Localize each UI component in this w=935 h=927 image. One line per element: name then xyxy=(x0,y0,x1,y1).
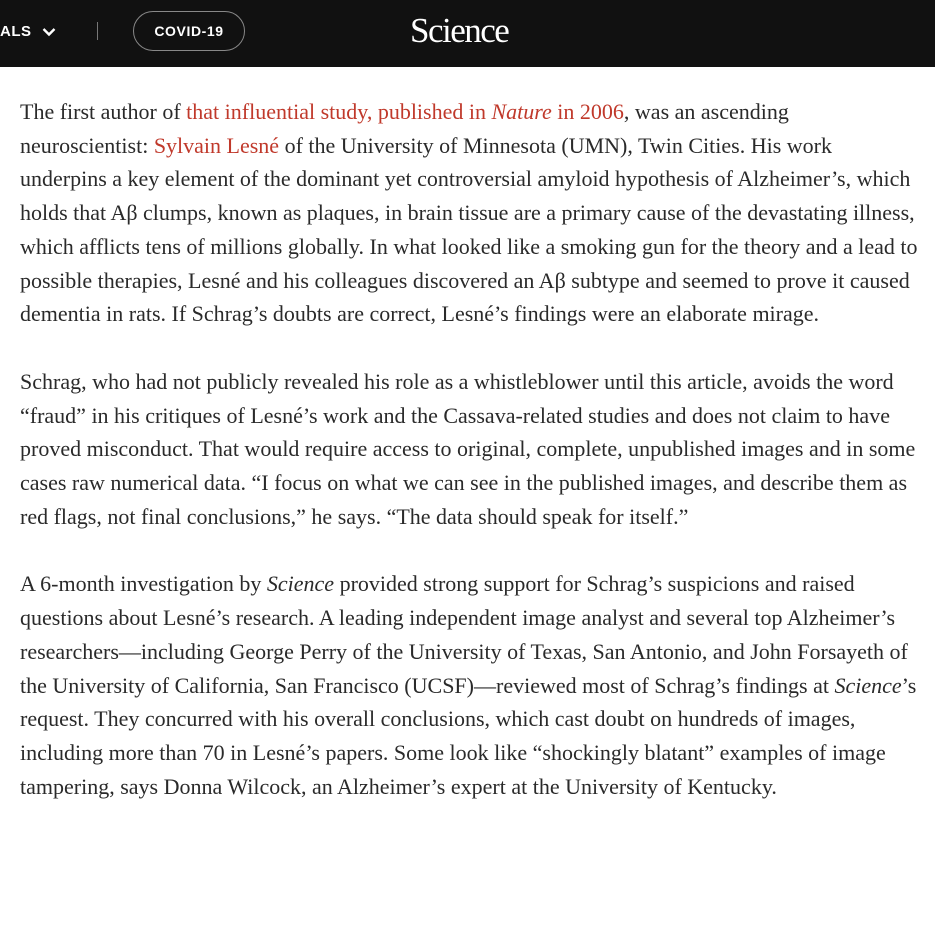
paragraph-1-text-b: , was an ascending neuroscientist: xyxy=(20,99,789,158)
paragraph-1 xyxy=(20,95,920,331)
nav-divider xyxy=(97,22,98,40)
nature-study-link[interactable] xyxy=(186,99,624,124)
nature-study-link-journal: Nature xyxy=(491,99,552,124)
journals-menu-label: ALS xyxy=(0,23,32,40)
science-italic-1: Science xyxy=(266,571,335,597)
paragraph-3-text-b: provided strong support for Schrag’s suspicions and raised questions about Lesné’s research. A leading independent image analyst and several top Alzheimer’s researchers—including George Perry of the University of Texas, San Antonio, and John Forsayeth of the University of California, San Francisco (UCSF)—reviewed most of Schrag’s findings at xyxy=(20,571,908,698)
paragraph-3-text-c: ’s request. They concurred with his overall conclusions, which cast doubt on hundreds of images, including more than 70 in Lesné’s papers. Some look like “shockingly blatant” examples of image tampering, says Donna Wilcock, an Alzheimer’s expert at the University of Kentucky. xyxy=(20,672,917,799)
paragraph-3-text-a: A 6-month investigation by xyxy=(20,571,267,597)
chevron-down-icon xyxy=(42,27,56,37)
sylvain-lesne-link[interactable]: Sylvain Lesné xyxy=(153,132,280,158)
science-italic-2: Science xyxy=(834,672,902,698)
covid-19-button[interactable]: COVID-19 xyxy=(133,11,245,51)
paragraph-2: Schrag, who had not publicly revealed his role as a whistleblower until this article, avoids the word “fraud” in his critiques of Lesné’s work and the Cassava-related studies and does not claim to have proved misconduct. That would require access to original, complete, unpublished images and in some cases raw numerical data. “I focus on what we can see in the published images, and describe them as red flags, not final conclusions,” he says. “The data should speak for itself.” xyxy=(20,368,916,529)
paragraph-1-text-a: The first author of xyxy=(20,99,187,124)
journals-menu[interactable] xyxy=(0,0,56,63)
nature-study-link-text: that influential study, published in xyxy=(186,99,492,124)
nature-study-link-year: in 2006 xyxy=(551,99,624,124)
paragraph-3 xyxy=(20,567,920,803)
article-body xyxy=(20,95,920,837)
science-logo[interactable]: Science xyxy=(410,11,509,50)
top-nav-bar xyxy=(0,0,935,67)
paragraph-1-text-c: of the University of Minnesota (UMN), Twin Cities. His work underpins a key element of the dominant yet controversial amyloid hypothesis of Alzheimer’s, which holds that Aβ clumps, known as plaques, in brain tissue are a primary cause of the devastating illness, which afflicts tens of millions globally. In what looked like a smoking gun for the theory and a lead to possible therapies, Lesné and his colleagues discovered an Aβ subtype and seemed to prove it caused dementia in rats. If Schrag’s doubts are correct, Lesné’s findings were an elaborate mirage. xyxy=(20,132,918,327)
